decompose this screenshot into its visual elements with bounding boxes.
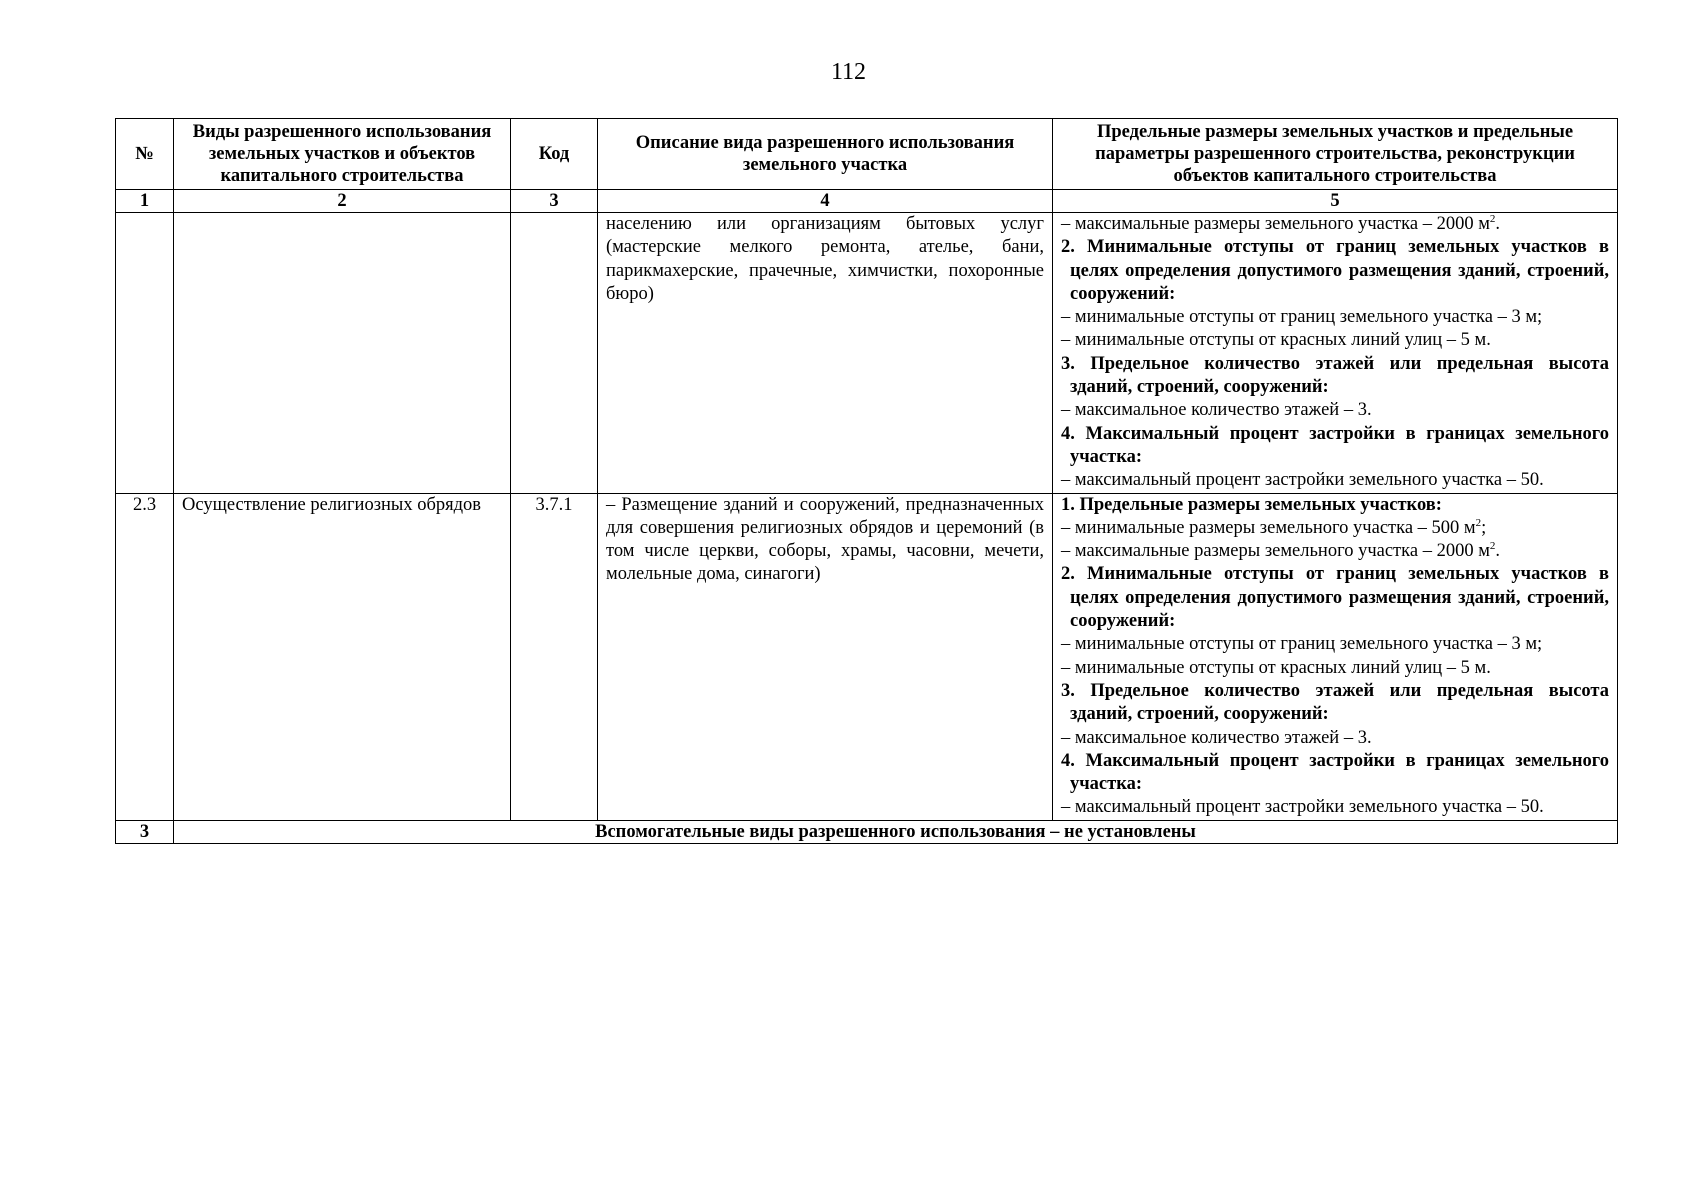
header-parameters: Предельные размеры земельных участков и предельные параметры разрешенного строительства, реконструкции объектов капитального строительства xyxy=(1053,119,1618,190)
param-line: – максимальный процент застройки земельного участка – 50. xyxy=(1061,470,1544,491)
param-heading: 3. Предельное количество этажей или предельная высота зданий, строений, сооружений: xyxy=(1061,353,1609,398)
row-code xyxy=(511,213,598,494)
param-line: – минимальные отступы от красных линий улиц – 5 м. xyxy=(1061,657,1491,678)
column-number: 3 xyxy=(511,190,598,213)
auxiliary-uses-note: Вспомогательные виды разрешенного использования – не установлены xyxy=(174,820,1618,843)
table-row xyxy=(116,213,1618,494)
header-description: Описание вида разрешенного использования земельного участка xyxy=(598,119,1053,190)
row-usage-type xyxy=(174,213,511,494)
row-description: населению или организациям бытовых услуг (мастерские мелкого ремонта, ателье, бани, парикмахерские, прачечные, химчистки, похоронные бюро) xyxy=(598,213,1053,494)
table-header-row xyxy=(116,119,1618,190)
param-heading: 4. Максимальный процент застройки в границах земельного участка: xyxy=(1061,750,1609,795)
param-line: – минимальные размеры земельного участка – 500 $м^2$; xyxy=(1061,516,1487,538)
row-number xyxy=(116,213,174,494)
row-description: – Размещение зданий и сооружений, предназначенных для совершения религиозных обрядов и церемоний (в том числе церкви, соборы, храмы, часовни, мечети, молельные дома, синагоги) xyxy=(598,493,1053,820)
column-number-row xyxy=(116,190,1618,213)
row-usage-type: Осуществление религиозных обрядов xyxy=(174,493,511,820)
column-number: 5 xyxy=(1053,190,1618,213)
param-line: – минимальные отступы от красных линий улиц – 5 м. xyxy=(1061,330,1491,351)
row-code: 3.7.1 xyxy=(511,493,598,820)
header-code: Код xyxy=(511,119,598,190)
regulations-table xyxy=(115,118,1618,844)
table-row xyxy=(116,493,1618,820)
column-number: 1 xyxy=(116,190,174,213)
param-heading: 1. Предельные размеры земельных участков: xyxy=(1061,494,1442,515)
param-line: – максимальные размеры земельного участка – 2000 $м^2$. xyxy=(1061,540,1501,562)
row-parameters xyxy=(1053,213,1618,494)
table-row xyxy=(116,820,1618,843)
header-number: № xyxy=(116,119,174,190)
param-heading: 2. Минимальные отступы от границ земельных участков в целях определения допустимого размещения зданий, строений, сооружений: xyxy=(1061,564,1609,632)
row-number: 3 xyxy=(116,820,174,843)
param-heading: 3. Предельное количество этажей или предельная высота зданий, строений, сооружений: xyxy=(1061,680,1609,725)
row-number: 2.3 xyxy=(116,493,174,820)
header-usage-type: Виды разрешенного использования земельных участков и объектов капитального строительства xyxy=(174,119,511,190)
param-line: – максимальные размеры земельного участка – 2000 $м^2$. xyxy=(1061,212,1501,234)
param-heading: 4. Максимальный процент застройки в границах земельного участка: xyxy=(1061,423,1609,467)
param-line: – максимальное количество этажей – 3. xyxy=(1061,400,1372,421)
column-number: 4 xyxy=(598,190,1053,213)
page-number: 112 xyxy=(830,59,867,85)
param-line: – минимальные отступы от границ земельного участка – 3 м; xyxy=(1061,307,1543,328)
column-number: 2 xyxy=(174,190,511,213)
param-line: – минимальные отступы от границ земельного участка – 3 м; xyxy=(1061,634,1543,655)
row-parameters xyxy=(1053,493,1618,820)
param-heading: 2. Минимальные отступы от границ земельных участков в целях определения допустимого размещения зданий, строений, сооружений: xyxy=(1061,237,1609,304)
param-line: – максимальный процент застройки земельного участка – 50. xyxy=(1061,797,1544,818)
param-line: – максимальное количество этажей – 3. xyxy=(1061,727,1372,748)
